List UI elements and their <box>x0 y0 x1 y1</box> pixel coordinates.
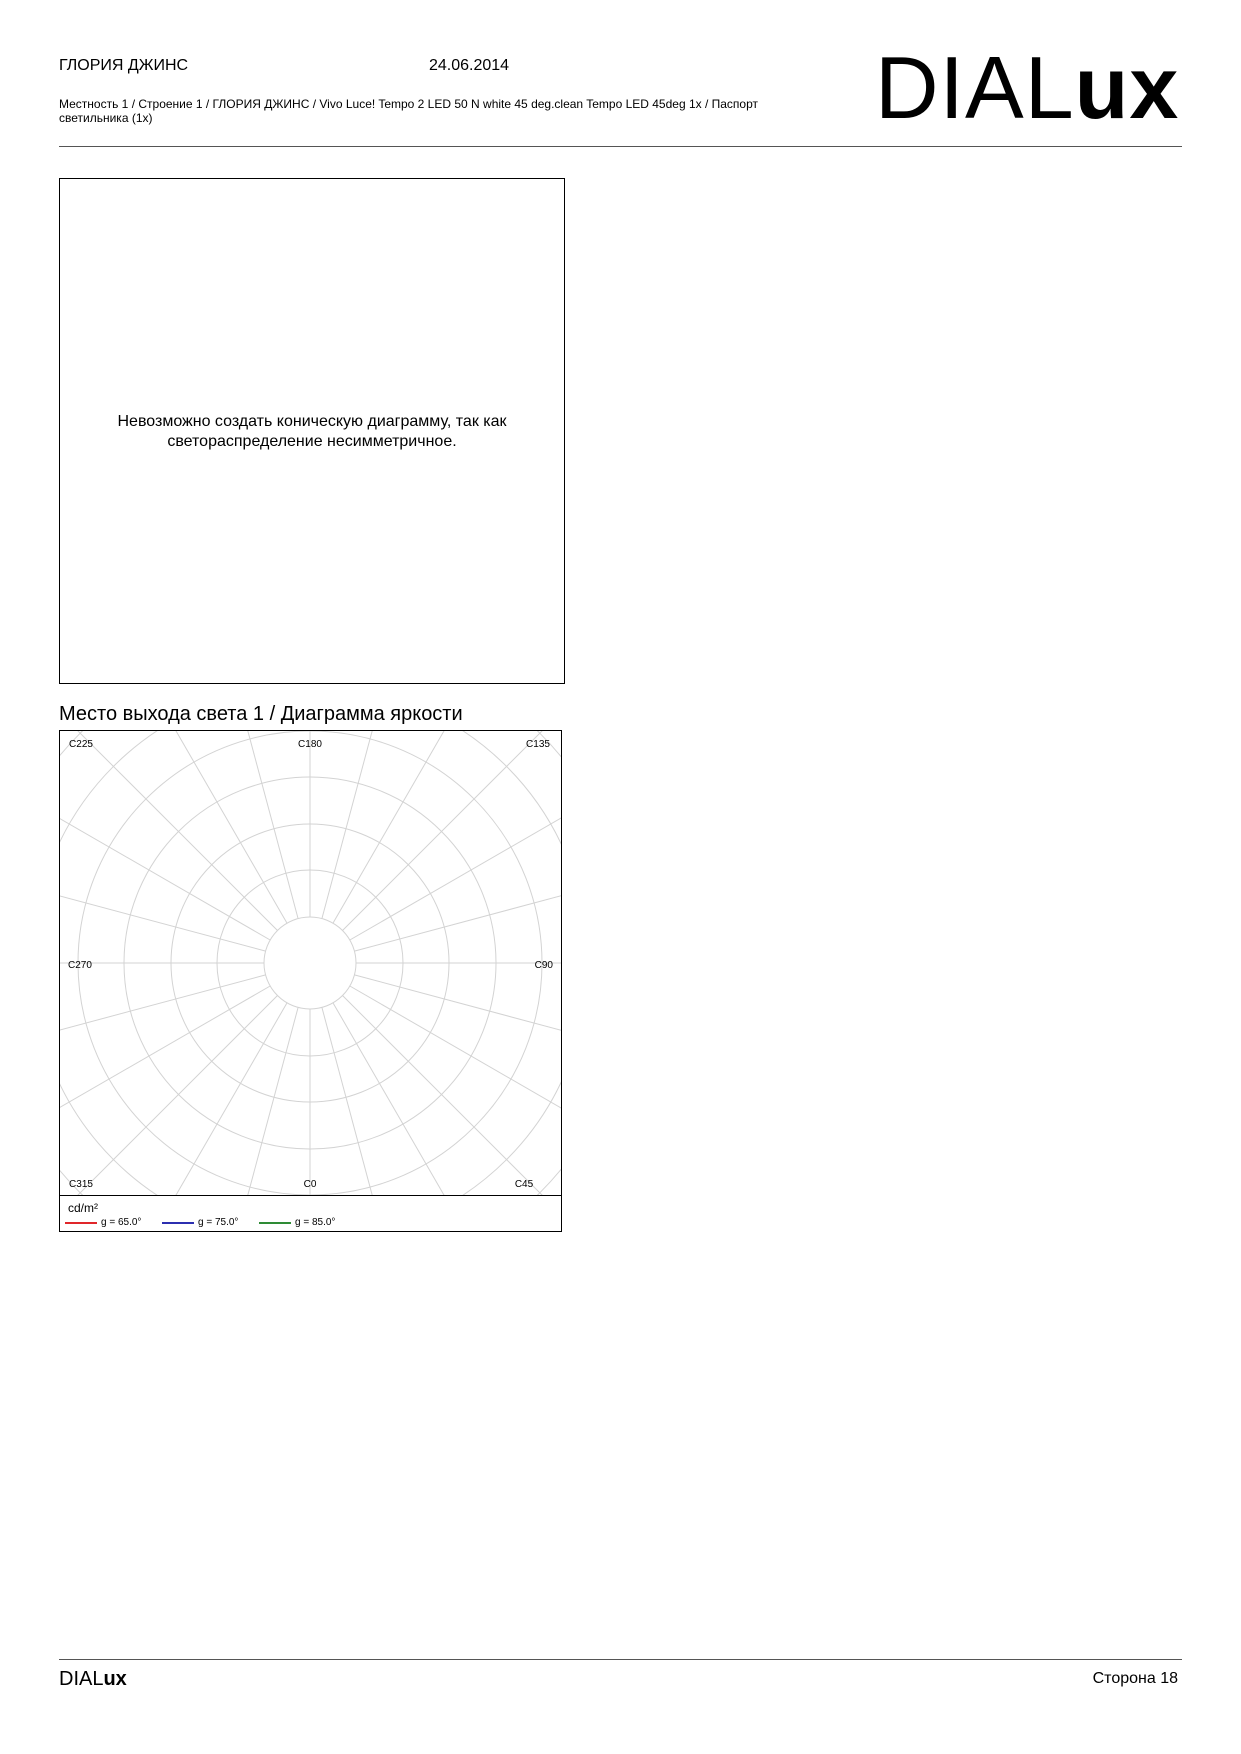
grid-spoke <box>350 731 561 940</box>
legend-bar <box>60 1195 561 1232</box>
breadcrumb: Местность 1 / Строение 1 / ГЛОРИЯ ДЖИНС / Vivo Luce! Tempo 2 LED 50 N white 45 deg.clean Tempo LED 45deg 1x / Паспорт светильника (1x) <box>59 97 759 125</box>
cone-diagram-box <box>59 178 565 684</box>
polar-grid-lines <box>60 731 561 1195</box>
grid-spoke <box>60 731 270 940</box>
grid-spoke <box>129 731 298 919</box>
dialux-logo <box>875 38 1180 137</box>
grid-spoke <box>60 975 266 1144</box>
grid-spoke <box>350 986 561 1195</box>
legend-label-g75: g = 75.0° <box>198 1217 239 1228</box>
grid-spoke <box>343 731 561 930</box>
footer-logo-text-bold: ux <box>103 1668 127 1690</box>
grid-spoke <box>322 731 491 919</box>
cone-message-line-2: светораспределение несимметричное. <box>167 433 457 450</box>
grid-spoke <box>60 986 270 1195</box>
footer-dialux-logo <box>59 1668 127 1691</box>
grid-spoke <box>354 782 561 951</box>
logo-text-bold: ux <box>1074 38 1180 137</box>
company-name: ГЛОРИЯ ДЖИНС <box>59 57 189 74</box>
footer-divider <box>59 1659 1182 1660</box>
unit-label: cd/m² <box>68 1201 98 1215</box>
legend-label-g85: g = 85.0° <box>295 1217 336 1228</box>
label-c0: C0 <box>303 1179 317 1190</box>
label-c45: C45 <box>514 1179 534 1190</box>
legend-item-g65 <box>65 1217 141 1228</box>
label-c225: C225 <box>69 739 93 750</box>
legend-swatch-g65 <box>65 1222 97 1224</box>
cone-message-line-1: Невозможно создать коническую диаграмму, так как <box>117 413 507 430</box>
legend-item-g85 <box>259 1217 335 1228</box>
luminance-diagram-box <box>59 730 562 1232</box>
grid-spoke <box>60 731 277 930</box>
label-c90: C90 <box>534 960 553 971</box>
footer-logo-text-thin: DIAL <box>59 1668 104 1690</box>
label-c270: C270 <box>68 960 92 971</box>
legend-swatch-g75 <box>162 1222 194 1224</box>
grid-spoke <box>129 1007 298 1195</box>
legend-item-g75 <box>162 1217 238 1228</box>
header-divider <box>59 146 1182 147</box>
grid-spoke <box>343 996 561 1195</box>
legend-swatch-g85 <box>259 1222 291 1224</box>
logo-text-thin: DIAL <box>875 38 1075 137</box>
grid-spoke <box>333 1003 561 1195</box>
label-c315: C315 <box>69 1179 93 1190</box>
grid-spoke <box>60 996 277 1195</box>
luminance-diagram-title: Место выхода света 1 / Диаграмма яркости <box>59 703 463 725</box>
page-number: Сторона 18 <box>1092 1670 1178 1687</box>
grid-spoke <box>333 731 561 923</box>
cone-diagram-message <box>60 412 564 452</box>
grid-spoke <box>322 1007 491 1195</box>
grid-spoke <box>60 782 266 951</box>
label-c135: C135 <box>526 739 550 750</box>
grid-spoke <box>354 975 561 1144</box>
legend-label-g65: g = 65.0° <box>101 1217 142 1228</box>
polar-grid <box>60 731 561 1195</box>
report-date: 24.06.2014 <box>429 57 510 74</box>
label-c180: C180 <box>298 739 322 750</box>
grid-circle <box>264 917 356 1009</box>
